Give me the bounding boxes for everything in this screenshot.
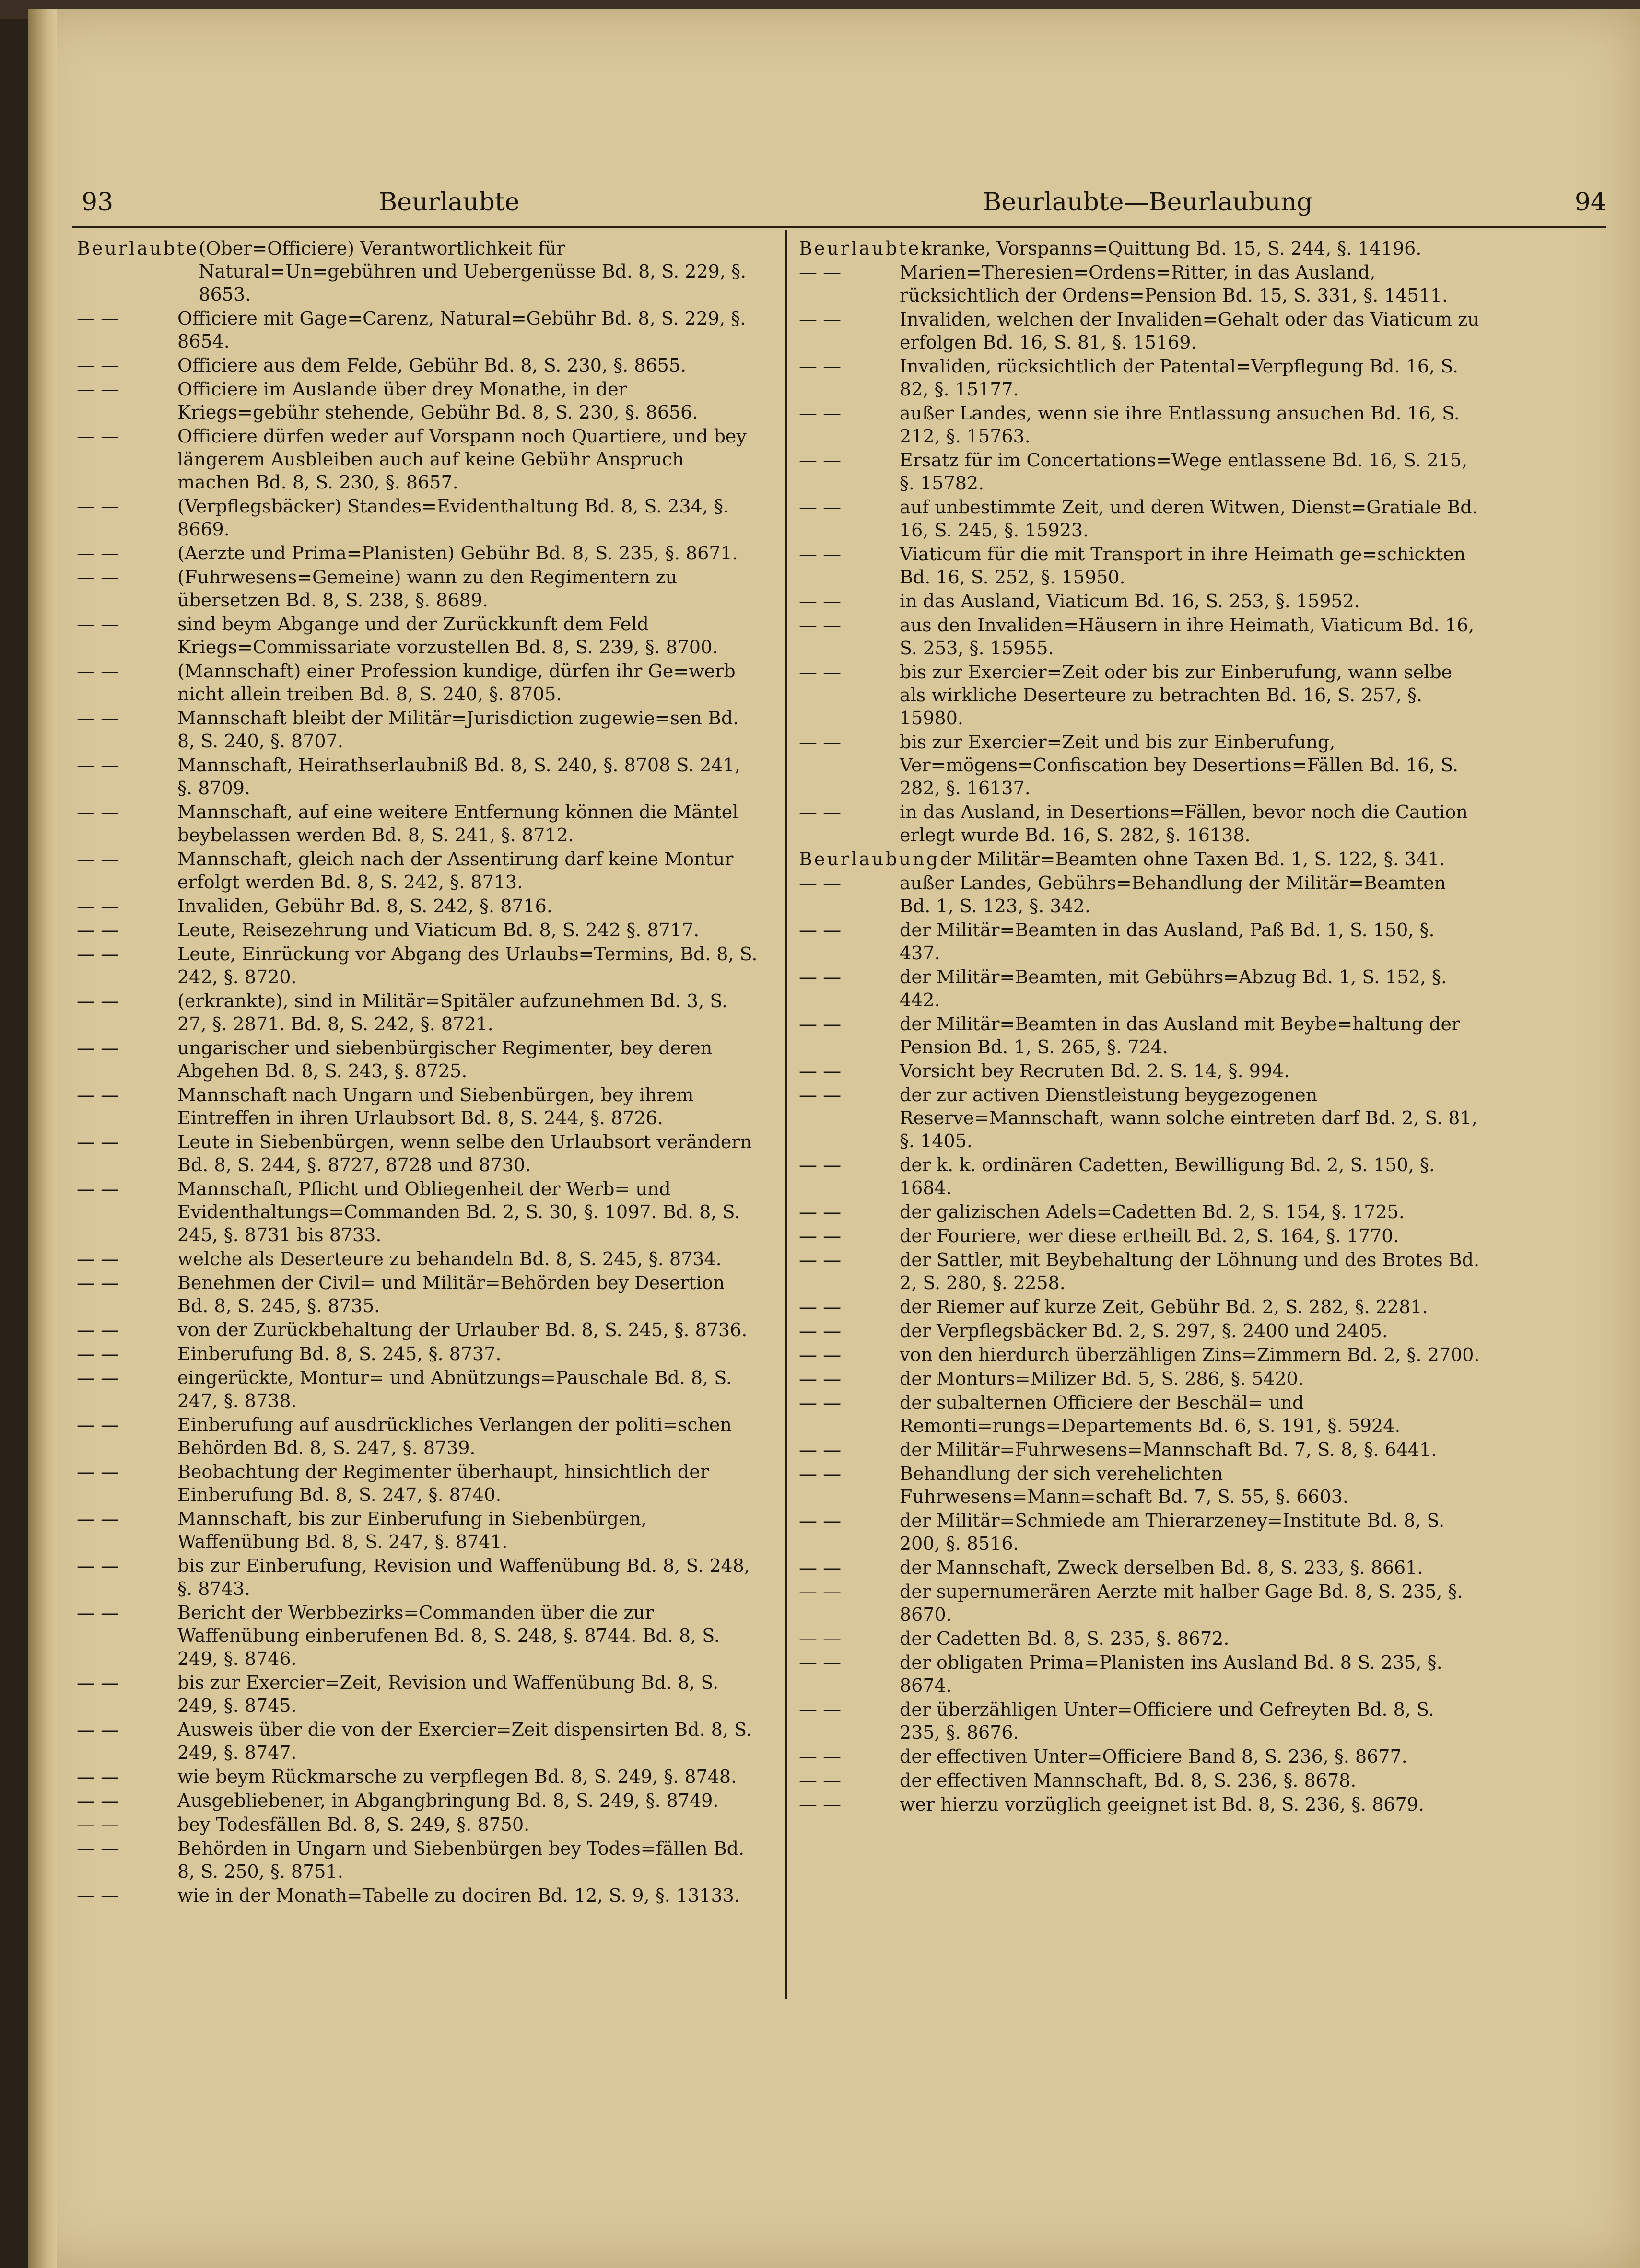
index-entry <box>77 1554 758 1600</box>
entry-text: (erkrankte), sind in Militär=Spitäler aufzunehmen Bd. 3, S. 27, §. 2871. Bd. 8, S. 242, §. 8721. <box>177 990 728 1035</box>
ditto-dash: — — <box>77 990 119 1012</box>
entry-text: der Monturs=Milizer Bd. 5, S. 286, §. 5420. <box>900 1368 1304 1389</box>
index-entry <box>77 1789 758 1812</box>
entry-text: bis zur Einberufung, Revision und Waffenübung Bd. 8, S. 248, §. 8743. <box>177 1555 750 1599</box>
entry-text: Ausgebliebener, in Abgangbringung Bd. 8, S. 249, §. 8749. <box>177 1790 719 1811</box>
entry-text: bis zur Exercier=Zeit oder bis zur Einberufung, wann selbe als wirkliche Deserteure zu betrachten Bd. 16, S. 257, §. 15980. <box>900 662 1453 729</box>
index-entry <box>77 237 758 306</box>
index-entry <box>799 496 1480 542</box>
ditto-dash: — — <box>799 403 842 424</box>
ditto-dash: — — <box>799 1344 842 1365</box>
ditto-dash: — — <box>799 1392 842 1413</box>
index-entry <box>799 1745 1480 1768</box>
entry-text: Bericht der Werbbezirks=Commanden über die zur Waffenübung einberufenen Bd. 8, S. 248, §. 8744. Bd. 8, S. 249, §. 8746. <box>177 1602 720 1669</box>
ditto-dash: — — <box>799 1794 842 1815</box>
ditto-dash: — — <box>799 1581 842 1602</box>
entry-text: Mannschaft, Pflicht und Obliegenheit der Werb= und Evidenthaltungs=Commanden Bd. 2, S. 30, §. 1097. Bd. 8, S. 245, §. 8731 bis 8733. <box>177 1178 740 1245</box>
column-divider <box>785 230 787 1999</box>
ditto-dash: — — <box>799 1013 842 1035</box>
entry-text: Beobachtung der Regimenter überhaupt, hinsichtlich der Einberufung Bd. 8, S. 247, §. 8740. <box>177 1461 709 1505</box>
entry-text: der Cadetten Bd. 8, S. 235, §. 8672. <box>900 1628 1230 1649</box>
ditto-dash: — — <box>77 1084 119 1105</box>
index-entry <box>799 543 1480 589</box>
ditto-dash: — — <box>77 1838 119 1859</box>
ditto-dash: — — <box>77 1766 119 1787</box>
ditto-dash: — — <box>799 1249 842 1270</box>
entry-text: Invaliden, welchen der Invaliden=Gehalt oder das Viaticum zu erfolgen Bd. 16, S. 81, §. 15169. <box>900 309 1479 353</box>
ditto-dash: — — <box>77 1508 119 1529</box>
ditto-dash: — — <box>77 1885 119 1906</box>
entry-text: Officiere im Auslande über drey Monathe, in der Kriegs=gebühr stehende, Gebühr Bd. 8, S. 230, §. 8656. <box>177 379 698 423</box>
index-entry <box>799 590 1480 613</box>
index-entry <box>77 1460 758 1506</box>
entry-text: (Fuhrwesens=Gemeine) wann zu den Regimentern zu übersetzen Bd. 8, S. 238, §. 8689. <box>177 567 678 611</box>
ditto-dash: — — <box>799 450 842 471</box>
entry-text: (Ober=Officiere) Verantwortlichkeit für Natural=Un=gebühren und Uebergenüsse Bd. 8, S. 229, §. 8653. <box>199 238 747 305</box>
entry-text: wer hierzu vorzüglich geeignet ist Bd. 8, S. 236, §. 8679. <box>900 1794 1424 1815</box>
ditto-dash: — — <box>799 1463 842 1484</box>
index-entry <box>799 1438 1480 1461</box>
ditto-dash: — — <box>799 1201 842 1222</box>
ditto-dash: — — <box>799 1320 842 1341</box>
index-entry <box>799 1698 1480 1744</box>
index-entry <box>77 919 758 942</box>
index-entry <box>77 495 758 541</box>
index-entry <box>799 848 1480 871</box>
ditto-dash: — — <box>799 802 842 823</box>
ditto-dash: — — <box>799 1154 842 1175</box>
entry-text: welche als Deserteure zu behandeln Bd. 8, S. 245, §. 8734. <box>177 1248 722 1269</box>
entry-text: bis zur Exercier=Zeit und bis zur Einberufung, Ver=mögens=Confiscation bey Desertions=Fällen Bd. 16, S. 282, §. 16137. <box>900 732 1459 799</box>
ditto-dash: — — <box>77 1131 119 1152</box>
entry-text: der Militär=Beamten ohne Taxen Bd. 1, S. 122, §. 341. <box>939 849 1445 870</box>
entry-text: Mannschaft, gleich nach der Assentirung darf keine Montur erfolgt werden Bd. 8, S. 242, §. 8713. <box>177 849 734 893</box>
ditto-dash: — — <box>77 1814 119 1835</box>
entry-text: der obligaten Prima=Planisten ins Ausland Bd. 8 S. 235, §. 8674. <box>900 1652 1442 1696</box>
entry-text: der galizischen Adels=Cadetten Bd. 2, S. 154, §. 1725. <box>900 1201 1405 1222</box>
index-entry <box>77 754 758 800</box>
entry-text: wie in der Monath=Tabelle zu dociren Bd. 12, S. 9, §. 13133. <box>177 1885 740 1906</box>
index-entry <box>77 1366 758 1412</box>
ditto-dash: — — <box>799 497 842 518</box>
index-entry <box>799 1059 1480 1082</box>
ditto-dash: — — <box>77 755 119 776</box>
entry-text: der Militär=Fuhrwesens=Mannschaft Bd. 7, S. 8, §. 6441. <box>900 1439 1437 1460</box>
ditto-dash: — — <box>799 309 842 330</box>
ditto-dash: — — <box>77 1461 119 1482</box>
index-entry <box>799 919 1480 965</box>
index-entry <box>799 661 1480 730</box>
entry-text: sind beym Abgange und der Zurückkunft dem Feld Kriegs=Commissariate vorzustellen Bd. 8, S. 239, §. 8700. <box>177 614 718 658</box>
entry-text: der Militär=Beamten in das Ausland, Paß Bd. 1, S. 150, §. 437. <box>900 919 1435 964</box>
entry-text: Leute, Einrückung vor Abgang des Urlaubs=Termins, Bd. 8, S. 242, §. 8720. <box>177 943 758 988</box>
entry-text: der Fouriere, wer diese ertheilt Bd. 2, S. 164, §. 1770. <box>900 1225 1399 1246</box>
index-entry <box>799 1793 1480 1816</box>
index-entry <box>799 1580 1480 1626</box>
index-entry <box>799 402 1480 448</box>
ditto-dash: — — <box>77 1037 119 1058</box>
ditto-dash: — — <box>799 544 842 565</box>
entry-text: Mannschaft, bis zur Einberufung in Siebenbürgen, Waffenübung Bd. 8, S. 247, §. 8741. <box>177 1508 647 1552</box>
index-entry <box>799 261 1480 307</box>
index-entry <box>77 1813 758 1836</box>
index-entry <box>77 566 758 612</box>
entry-headword: Beurlaubte <box>77 238 199 259</box>
index-entry <box>77 707 758 753</box>
page-number-left: 93 <box>82 188 114 217</box>
ditto-dash: — — <box>77 1319 119 1340</box>
entry-text: auf unbestimmte Zeit, und deren Witwen, Dienst=Gratiale Bd. 16, S. 245, §. 15923. <box>900 497 1478 541</box>
entry-text: kranke, Vorspanns=Quittung Bd. 15, S. 244, §. 14196. <box>921 238 1422 259</box>
index-entry <box>77 1130 758 1176</box>
index-entry <box>799 237 1480 260</box>
entry-text: der überzähligen Unter=Officiere und Gefreyten Bd. 8, S. 235, §. 8676. <box>900 1699 1434 1743</box>
index-entry <box>799 1248 1480 1294</box>
ditto-dash: — — <box>77 943 119 965</box>
page-number-right: 94 <box>1574 188 1606 217</box>
ditto-dash: — — <box>77 496 119 517</box>
index-entry <box>77 1837 758 1883</box>
index-entry <box>77 425 758 494</box>
index-entry <box>799 1153 1480 1199</box>
ditto-dash: — — <box>77 355 119 376</box>
index-entry <box>77 942 758 989</box>
running-title-right: Beurlaubte—Beurlaubung <box>983 188 1313 217</box>
ditto-dash: — — <box>77 896 119 917</box>
entry-text: außer Landes, Gebührs=Behandlung der Militär=Beamten Bd. 1, S. 123, §. 342. <box>900 872 1446 917</box>
entry-text: bey Todesfällen Bd. 8, S. 249, §. 8750. <box>177 1814 530 1835</box>
index-entry <box>799 614 1480 660</box>
index-entry <box>799 449 1480 495</box>
entry-text: der Militär=Beamten in das Ausland mit Beybe=haltung der Pension Bd. 1, S. 265, §. 724. <box>900 1013 1461 1058</box>
ditto-dash: — — <box>77 614 119 635</box>
index-entry <box>799 1343 1480 1366</box>
ditto-dash: — — <box>799 1084 842 1105</box>
index-entry <box>77 1765 758 1788</box>
index-entry <box>799 1295 1480 1318</box>
entry-text: (Verpflegsbäcker) Standes=Evidenthaltung Bd. 8, S. 234, §. 8669. <box>177 496 729 540</box>
index-entry <box>77 354 758 377</box>
index-entry <box>77 613 758 659</box>
header-rule <box>72 226 1606 228</box>
index-entry <box>799 1200 1480 1223</box>
index-entry <box>799 1769 1480 1792</box>
ditto-dash: — — <box>799 1770 842 1791</box>
ditto-dash: — — <box>799 732 842 753</box>
index-entry <box>77 1884 758 1907</box>
ditto-dash: — — <box>799 919 842 941</box>
entry-text: Officiere dürfen weder auf Vorspann noch Quartiere, und bey längerem Ausbleiben auch auf keine Gebühr Anspruch machen Bd. 8, S. 230, §. 8657. <box>177 426 747 493</box>
ditto-dash: — — <box>799 1746 842 1767</box>
entry-text: Behandlung der sich verehelichten Fuhrwesens=Mann=schaft Bd. 7, S. 55, §. 6603. <box>900 1463 1349 1507</box>
ditto-dash: — — <box>77 1555 119 1576</box>
page-header <box>72 188 1606 226</box>
entry-text: der Militär=Schmiede am Thierarzeney=Institute Bd. 8, S. 200, §. 8516. <box>900 1510 1445 1554</box>
index-entry <box>799 1509 1480 1555</box>
entry-text: der Sattler, mit Beybehaltung der Löhnung und des Brotes Bd. 2, S. 280, §. 2258. <box>900 1249 1480 1293</box>
index-entry <box>799 1627 1480 1650</box>
index-entry <box>77 1413 758 1459</box>
index-entry <box>77 542 758 565</box>
ditto-dash: — — <box>799 872 842 894</box>
index-entry <box>77 848 758 894</box>
index-entry <box>77 378 758 424</box>
index-entry <box>799 1651 1480 1697</box>
ditto-dash: — — <box>77 1272 119 1293</box>
entry-text: der Militär=Beamten, mit Gebührs=Abzug Bd. 1, S. 152, §. 442. <box>900 966 1447 1011</box>
entry-text: der effectiven Unter=Officiere Band 8, S. 236, §. 8677. <box>900 1746 1407 1767</box>
ditto-dash: — — <box>77 1178 119 1199</box>
entry-text: Invaliden, Gebühr Bd. 8, S. 242, §. 8716. <box>177 896 552 917</box>
ditto-dash: — — <box>77 1414 119 1435</box>
ditto-dash: — — <box>77 1343 119 1364</box>
index-entry <box>77 1718 758 1764</box>
index-entry <box>799 965 1480 1012</box>
ditto-dash: — — <box>77 849 119 870</box>
index-entry <box>77 1036 758 1082</box>
entry-text: (Aerzte und Prima=Planisten) Gebühr Bd. 8, S. 235, §. 8671. <box>177 543 738 564</box>
ditto-dash: — — <box>77 379 119 400</box>
entry-text: Vorsicht bey Recruten Bd. 2. S. 14, §. 994. <box>900 1060 1290 1082</box>
entry-text: Mannschaft, auf eine weitere Entfernung können die Mäntel beybelassen werden Bd. 8, S. 241, §. 8712. <box>177 802 738 846</box>
ditto-dash: — — <box>77 1672 119 1693</box>
entry-text: Mannschaft bleibt der Militär=Jurisdiction zugewie=sen Bd. 8, S. 240, §. 8707. <box>177 708 739 752</box>
index-entry <box>77 1671 758 1717</box>
running-title-left: Beurlaubte <box>379 188 520 217</box>
entry-text: Behörden in Ungarn und Siebenbürgen bey Todes=fällen Bd. 8, S. 250, §. 8751. <box>177 1838 745 1882</box>
ditto-dash: — — <box>799 262 842 283</box>
ditto-dash: — — <box>799 1060 842 1082</box>
ditto-dash: — — <box>77 426 119 447</box>
ditto-dash: — — <box>77 1719 119 1740</box>
entry-text: Benehmen der Civil= und Militär=Behörden bey Desertion Bd. 8, S. 245, §. 8735. <box>177 1272 725 1316</box>
ditto-dash: — — <box>77 1790 119 1811</box>
ditto-dash: — — <box>77 661 119 682</box>
index-entry <box>799 1083 1480 1152</box>
index-entry <box>799 1224 1480 1247</box>
ditto-dash: — — <box>799 662 842 683</box>
ditto-dash: — — <box>799 1652 842 1673</box>
index-entry <box>77 1247 758 1270</box>
entry-text: außer Landes, wenn sie ihre Entlassung ansuchen Bd. 16, S. 212, §. 15763. <box>900 403 1460 447</box>
ditto-dash: — — <box>77 919 119 941</box>
entry-text: Marien=Theresien=Ordens=Ritter, in das Ausland, rücksichtlich der Ordens=Pension Bd. 15, S. 331, §. 14511. <box>900 262 1448 306</box>
ditto-dash: — — <box>77 1602 119 1623</box>
entry-headword: Beurlaubte <box>799 238 921 259</box>
entry-text: Ersatz für im Concertations=Wege entlassene Bd. 16, S. 215, §. 15782. <box>900 450 1468 494</box>
entry-text: eingerückte, Montur= und Abnützungs=Pauschale Bd. 8, S. 247, §. 8738. <box>177 1367 732 1411</box>
entry-text: der effectiven Mannschaft, Bd. 8, S. 236, §. 8678. <box>900 1770 1357 1791</box>
entry-text: Ausweis über die von der Exercier=Zeit dispensirten Bd. 8, S. 249, §. 8747. <box>177 1719 752 1763</box>
index-entry <box>77 1601 758 1670</box>
ditto-dash: — — <box>77 567 119 588</box>
index-entry <box>799 1319 1480 1342</box>
entry-text: bis zur Exercier=Zeit, Revision und Waffenübung Bd. 8, S. 249, §. 8745. <box>177 1672 719 1716</box>
entry-headword: Beurlaubung <box>799 849 940 870</box>
index-entry <box>77 307 758 353</box>
index-entry <box>799 801 1480 847</box>
right-index-column <box>799 237 1480 1817</box>
entry-text: Invaliden, rücksichtlich der Patental=Verpflegung Bd. 16, S. 82, §. 15177. <box>900 356 1458 400</box>
ditto-dash: — — <box>799 1699 842 1720</box>
ditto-dash: — — <box>799 1628 842 1649</box>
entry-text: der Mannschaft, Zweck derselben Bd. 8, S. 233, §. 8661. <box>900 1557 1423 1578</box>
entry-text: ungarischer und siebenbürgischer Regimenter, bey deren Abgehen Bd. 8, S. 243, §. 8725. <box>177 1037 713 1082</box>
entry-text: Leute in Siebenbürgen, wenn selbe den Urlaubsort verändern Bd. 8, S. 244, §. 8727, 8728 und 8730. <box>177 1131 752 1175</box>
index-entry <box>799 1462 1480 1508</box>
entry-text: Officiere aus dem Felde, Gebühr Bd. 8, S. 230, §. 8655. <box>177 355 687 376</box>
ditto-dash: — — <box>799 1225 842 1246</box>
index-entry <box>77 1507 758 1553</box>
entry-text: wie beym Rückmarsche zu verpflegen Bd. 8, S. 249, §. 8748. <box>177 1766 737 1787</box>
ditto-dash: — — <box>799 1557 842 1578</box>
ditto-dash: — — <box>799 1510 842 1531</box>
entry-text: in das Ausland, Viaticum Bd. 16, S. 253, §. 15952. <box>900 591 1360 612</box>
entry-text: Einberufung auf ausdrückliches Verlangen der politi=schen Behörden Bd. 8, S. 247, §. 8739. <box>177 1414 732 1458</box>
ditto-dash: — — <box>77 1367 119 1388</box>
ditto-dash: — — <box>77 308 119 329</box>
entry-text: Mannschaft nach Ungarn und Siebenbürgen, bey ihrem Eintreffen in ihren Urlaubsort Bd. 8, S. 244, §. 8726. <box>177 1084 694 1128</box>
entry-text: von der Zurückbehaltung der Urlauber Bd. 8, S. 245, §. 8736. <box>177 1319 748 1340</box>
index-entry <box>799 308 1480 354</box>
entry-text: der Riemer auf kurze Zeit, Gebühr Bd. 2, S. 282, §. 2281. <box>900 1296 1428 1317</box>
index-entry <box>799 872 1480 918</box>
ditto-dash: — — <box>799 356 842 377</box>
ditto-dash: — — <box>77 1248 119 1269</box>
entry-text: der zur activen Dienstleistung beygezogenen Reserve=Mannschaft, wann solche eintreten darf Bd. 2, S. 81, §. 1405. <box>900 1084 1477 1151</box>
index-entry <box>77 1342 758 1365</box>
ditto-dash: — — <box>799 1296 842 1317</box>
index-entry <box>77 989 758 1035</box>
entry-text: der k. k. ordinären Cadetten, Bewilligung Bd. 2, S. 150, §. 1684. <box>900 1154 1435 1198</box>
entry-text: Viaticum für die mit Transport in ihre Heimath ge=schickten Bd. 16, S. 252, §. 15950. <box>900 544 1466 588</box>
entry-text: Mannschaft, Heirathserlaubniß Bd. 8, S. 240, §. 8708 S. 241, §. 8709. <box>177 755 740 799</box>
ditto-dash: — — <box>77 802 119 823</box>
index-entry <box>799 1367 1480 1390</box>
entry-text: in das Ausland, in Desertions=Fällen, bevor noch die Caution erlegt wurde Bd. 16, S. 282, §. 16138. <box>900 802 1468 846</box>
entry-text: Officiere mit Gage=Carenz, Natural=Gebühr Bd. 8, S. 229, §. 8654. <box>177 308 746 352</box>
index-entry <box>799 1556 1480 1579</box>
ditto-dash: — — <box>77 543 119 564</box>
ditto-dash: — — <box>799 591 842 612</box>
left-index-column <box>77 237 758 1908</box>
entry-text: der subalternen Officiere der Beschäl= und Remonti=rungs=Departements Bd. 6, S. 191, §. 5924. <box>900 1392 1401 1436</box>
index-entry <box>77 660 758 706</box>
entry-text: aus den Invaliden=Häusern in ihre Heimath, Viaticum Bd. 16, S. 253, §. 15955. <box>900 615 1475 659</box>
entry-text: (Mannschaft) einer Profession kundige, dürfen ihr Ge=werb nicht allein treiben Bd. 8, S. 240, §. 8705. <box>177 661 736 705</box>
index-entry <box>77 895 758 918</box>
index-entry <box>77 801 758 847</box>
index-entry <box>77 1271 758 1317</box>
ditto-dash: — — <box>799 615 842 636</box>
ditto-dash: — — <box>799 966 842 988</box>
ditto-dash: — — <box>799 1439 842 1460</box>
index-entry <box>799 731 1480 800</box>
ditto-dash: — — <box>799 1368 842 1389</box>
index-entry <box>77 1318 758 1341</box>
index-entry <box>799 1391 1480 1437</box>
page-gutter <box>28 9 57 2268</box>
entry-text: der supernumerären Aerzte mit halber Gage Bd. 8, S. 235, §. 8670. <box>900 1581 1463 1625</box>
index-entry <box>799 1012 1480 1058</box>
index-entry <box>77 1177 758 1246</box>
ditto-dash: — — <box>77 708 119 729</box>
entry-text: Leute, Reisezehrung und Viaticum Bd. 8, S. 242 §. 8717. <box>177 919 700 941</box>
index-entry <box>799 355 1480 401</box>
index-entry <box>77 1083 758 1129</box>
entry-text: Einberufung Bd. 8, S. 245, §. 8737. <box>177 1343 502 1364</box>
entry-text: von den hierdurch überzähligen Zins=Zimmern Bd. 2, §. 2700. <box>900 1344 1480 1365</box>
entry-text: der Verpflegsbäcker Bd. 2, S. 297, §. 2400 und 2405. <box>900 1320 1388 1341</box>
